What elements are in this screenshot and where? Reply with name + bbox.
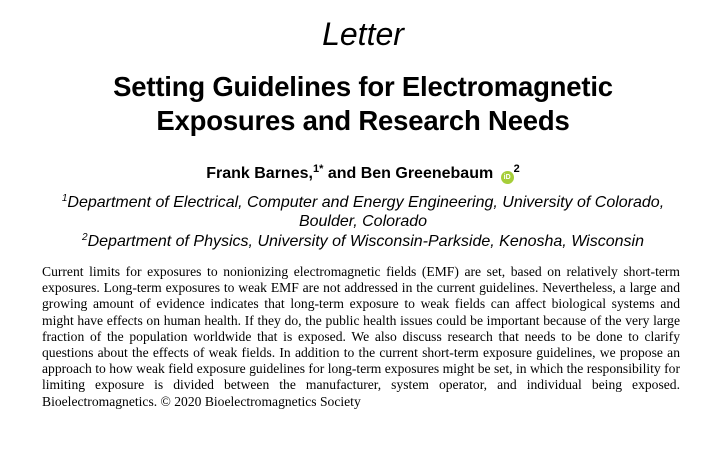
author-name: and Ben Greenebaum	[327, 165, 494, 182]
affiliation-text: Department of Electrical, Computer and Energy Engineering, University of Colorado, Boulder, Colorado	[67, 194, 665, 230]
orcid-icon[interactable]: iD	[501, 171, 514, 184]
abstract-paragraph: Current limits for exposures to nonionizing electromagnetic fields (EMF) are set, based on relatively short-term exposures. Long-term exposures to weak EMF are not addressed in the current guidelines. Nevertheless, a large and growing amount of evidence indicates that long-term exposure to weak fields can affect biological systems and might have effects on human health. If they do, the public health issues could be important because of the very large fraction of the population worldwide that is exposed. We also discuss research that needs to be done to clarify questions about the effects of weak fields. In addition to the current short-term exposure guidelines, we propose an approach to how weak field exposure guidelines for long-term exposures might be set, in which the responsibility for limiting exposure is divided between the manufacturer, system operator, and individual being exposed. Bioelectromagnetics. © 2020 Bioelectromagnetics Society	[42, 264, 680, 409]
affiliation-text: Department of Physics, University of Wisconsin-Parkside, Kenosha, Wisconsin	[87, 233, 644, 250]
affiliation-list	[38, 193, 688, 251]
affiliation-item	[38, 193, 688, 231]
author-name: Frank Barnes,	[206, 165, 313, 182]
author-list	[0, 163, 726, 185]
article-title-line-2: Exposures and Research Needs	[156, 105, 570, 136]
article-title-line-1: Setting Guidelines for Electromagnetic	[113, 71, 613, 102]
article-type-label: Letter	[322, 16, 404, 52]
affiliation-marker: 1	[61, 193, 68, 204]
author-affiliation-marker: 2	[513, 163, 520, 175]
article-title	[0, 70, 726, 138]
affiliation-item	[38, 232, 688, 251]
author-affiliation-marker: 1*	[312, 163, 324, 175]
affiliation-marker: 2	[82, 232, 88, 243]
